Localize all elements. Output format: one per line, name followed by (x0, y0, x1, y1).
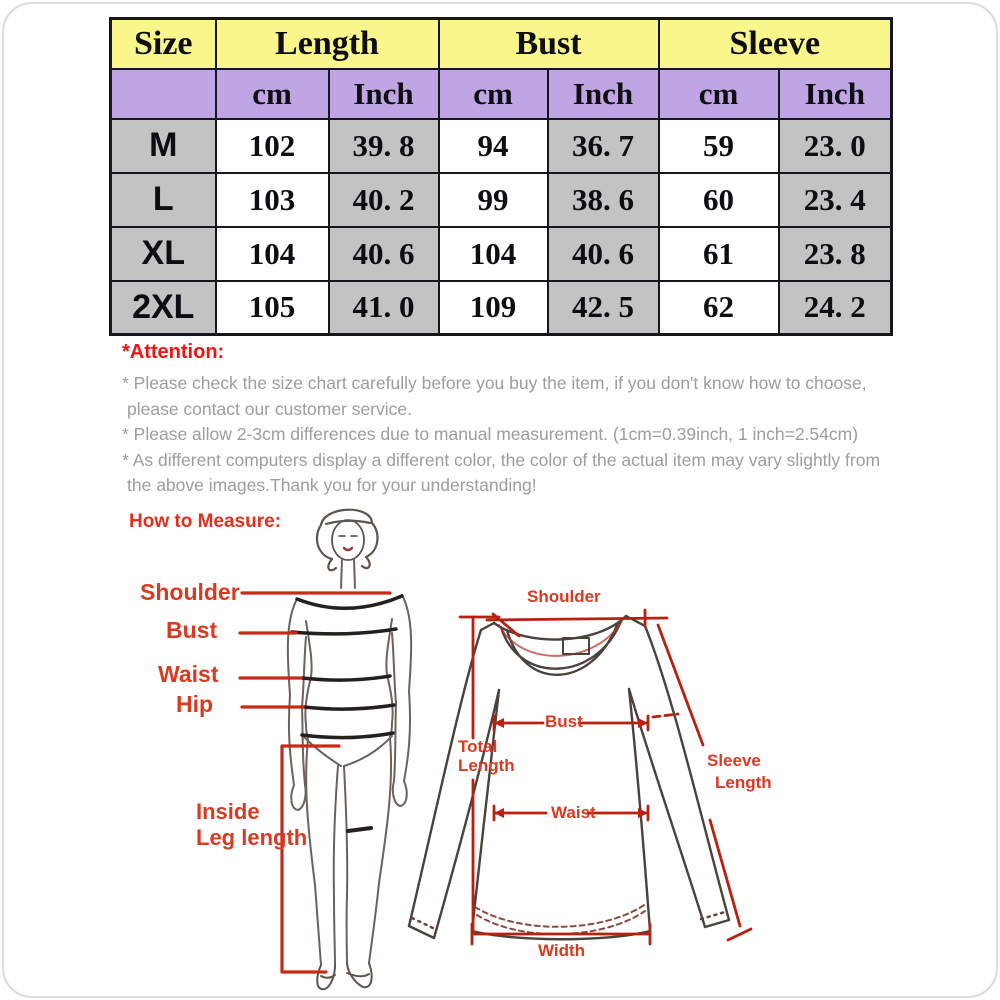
attention-line: please contact our customer service. (127, 398, 412, 419)
table-cell: 102 (216, 119, 329, 173)
table-cell: 24. 2 (779, 281, 892, 335)
table-cell: 23. 0 (779, 119, 892, 173)
woman-measure-lines (240, 593, 390, 972)
table-row-xl (111, 227, 892, 281)
shirt-label-shoulder: Shoulder (527, 587, 601, 606)
attention-line: * Please check the size chart carefully before you buy the item, if you don't know how to choose, (122, 373, 867, 393)
shirt-label-total-length (458, 737, 515, 775)
table-cell: 103 (216, 173, 329, 227)
shirt-figure (409, 616, 729, 939)
body-label-inside-leg (196, 799, 307, 851)
table-cell: 42. 5 (548, 281, 659, 335)
body-label-bust: Bust (166, 617, 218, 643)
table-cell: 99 (439, 173, 548, 227)
attention-note (122, 341, 892, 499)
size-label: M (111, 119, 216, 173)
inside-leg-bracket (282, 746, 339, 972)
subheader-cm: cm (216, 69, 329, 119)
attention-line: * Please allow 2-3cm differences due to manual measurement. (1cm=0.39inch, 1 inch=2.54cm) (122, 424, 859, 444)
table-cell: 62 (659, 281, 779, 335)
size-chart-table (109, 17, 893, 336)
woman-shoes (317, 963, 371, 989)
attention-line: the above images.Thank you for your understanding! (127, 475, 537, 495)
attention-title: *Attention: (122, 341, 225, 363)
table-cell: 94 (439, 119, 548, 173)
table-cell: 40. 2 (329, 173, 439, 227)
shoulder-dim-line (487, 618, 667, 620)
body-label-waist: Waist (158, 661, 219, 687)
table-cell: 109 (439, 281, 548, 335)
size-label: 2XL (111, 281, 216, 335)
subheader-cm: cm (439, 69, 548, 119)
col-header-size: Size (111, 19, 216, 69)
sleeve-length-line2: Length (715, 773, 772, 792)
total-length-line1: Total (458, 737, 498, 756)
how-to-measure-title: How to Measure: (129, 511, 282, 532)
subheader-inch: Inch (548, 69, 659, 119)
col-header-sleeve: Sleeve (659, 19, 892, 69)
attention-line: * As different computers display a different color, the color of the actual item may vary slightly from (122, 449, 881, 470)
table-cell: 105 (216, 281, 329, 335)
body-label-hip: Hip (176, 691, 214, 717)
subheader-empty (111, 69, 216, 119)
shirt-label-sleeve-length (707, 750, 772, 794)
subheader-inch: Inch (329, 69, 439, 119)
subheader-inch: Inch (779, 69, 892, 119)
table-cell: 61 (659, 227, 779, 281)
shirt-label-bust: Bust (545, 712, 583, 731)
table-cell: 36. 7 (548, 119, 659, 173)
table-cell: 40. 6 (329, 227, 439, 281)
table-header-row (111, 19, 892, 69)
shirt-label-waist: Waist (551, 803, 596, 822)
table-cell: 104 (216, 227, 329, 281)
table-cell: 104 (439, 227, 548, 281)
size-label: L (111, 173, 216, 227)
table-cell: 38. 6 (548, 173, 659, 227)
table-row-2xl (111, 281, 892, 335)
sleeve-length-line1: Sleeve (707, 751, 761, 770)
body-label-shoulder: Shoulder (140, 579, 240, 605)
table-cell: 59 (659, 119, 779, 173)
col-header-bust: Bust (439, 19, 659, 69)
col-header-length: Length (216, 19, 439, 69)
table-subheader-row (111, 69, 892, 119)
shirt-label-width: Width (538, 941, 586, 960)
table-row-l (111, 173, 892, 227)
woman-head (317, 510, 378, 571)
table-cell: 41. 0 (329, 281, 439, 335)
measure-diagram (120, 495, 990, 1000)
inside-leg-line1: Inside (196, 799, 260, 824)
subheader-cm: cm (659, 69, 779, 119)
size-label: XL (111, 227, 216, 281)
table-row-m (111, 119, 892, 173)
total-length-line2: Length (458, 756, 515, 775)
table-cell: 40. 6 (548, 227, 659, 281)
woman-figure (288, 510, 411, 990)
inside-leg-line2: Leg length (196, 825, 308, 850)
table-cell: 23. 8 (779, 227, 892, 281)
table-cell: 60 (659, 173, 779, 227)
table-cell: 39. 8 (329, 119, 439, 173)
table-cell: 23. 4 (779, 173, 892, 227)
collar-red-trim (499, 619, 623, 656)
